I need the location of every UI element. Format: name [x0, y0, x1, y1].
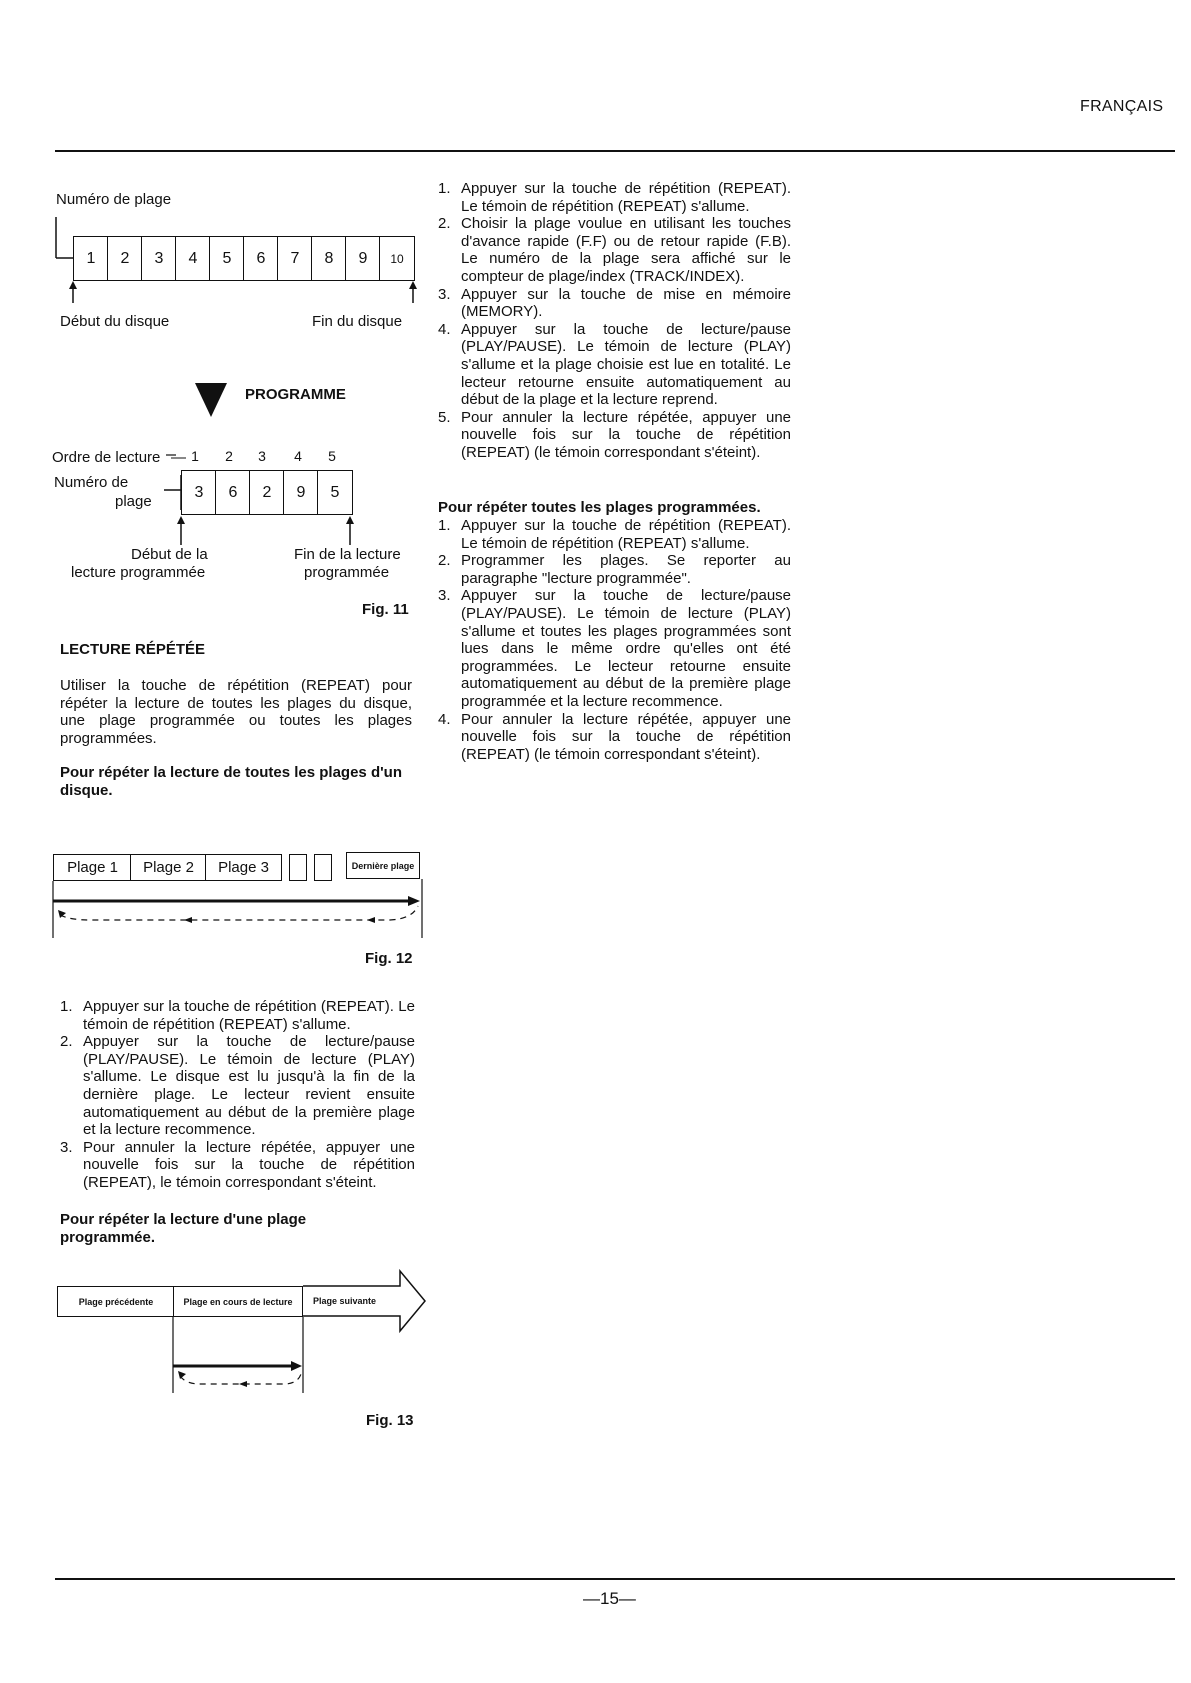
track-box: 6 [243, 236, 279, 281]
order-number: 5 [328, 448, 336, 464]
track-box: 2 [107, 236, 143, 281]
language-label: FRANÇAIS [1080, 98, 1164, 115]
page-number: —15— [583, 1589, 636, 1608]
subheading-disc: Pour répéter la lecture de toutes les plages d'un disque. [60, 764, 402, 799]
track-box: 9 [345, 236, 381, 281]
prog-start-label-1: Début de la [131, 546, 208, 563]
prog-track-box: 2 [249, 470, 285, 515]
fig12-caption: Fig. 12 [365, 950, 413, 967]
steps-single-list [438, 180, 791, 462]
track-box: 4 [175, 236, 211, 281]
list-item: 2. Programmer les plages. Se reporter au paragraphe "lecture programmée". [438, 552, 791, 587]
prog-track-box: 6 [215, 470, 251, 515]
subheading-single: Pour répéter la lecture d'une plage programmée. [60, 1211, 307, 1246]
list-item: 4. Pour annuler la lecture répétée, appuyer une nouvelle fois sur la touche de répétition (REPEAT) (le témoin correspondant s'éteint). [438, 710, 791, 763]
current-track-box: Plage en cours de lecture [173, 1286, 303, 1317]
track-box: 8 [311, 236, 347, 281]
list-item: 3. Pour annuler la lecture répétée, appuyer une nouvelle fois sur la touche de répétition (REPEAT), le témoin correspondant s'éteint. [60, 1138, 415, 1191]
prog-track-box: 9 [283, 470, 319, 515]
order-number: 4 [294, 448, 302, 464]
list-item: 4. Appuyer sur la touche de lecture/pause (PLAY/PAUSE). Le témoin de lecture (PLAY) s'allume et la plage choisie est lue en totalité. Le lecteur retourne ensuite automatiquement au début de la plage et la lecture reprend. [438, 320, 791, 409]
list-item: 3. Appuyer sur la touche de lecture/pause (PLAY/PAUSE). Le témoin de lecture (PLAY) s'allume et toutes les plages programmées sont lues dans le même ordre qu'elles ont été programmées. Le lecteur retourne ensuite automatiquement au début de la première plage programmée et la lecture recommence. [438, 587, 791, 710]
disc-start-label: Début du disque [60, 313, 170, 330]
program-label: PROGRAMME [245, 386, 346, 403]
track-box: 1 [73, 236, 109, 281]
fig12-track-box: Plage 1 [53, 854, 132, 881]
fig11-caption: Fig. 11 [362, 601, 409, 618]
prog-number-label-2: plage [115, 493, 152, 510]
list-item: 1. Appuyer sur la touche de répétition (REPEAT). Le témoin de répétition (REPEAT) s'allume. [60, 998, 415, 1033]
list-item: 3. Appuyer sur la touche de mise en mémoire (MEMORY). [438, 285, 791, 321]
play-order-label: Ordre de lecture [52, 449, 161, 466]
order-number: 2 [225, 448, 233, 464]
track-box: 5 [209, 236, 245, 281]
fig12-track-box: Plage 3 [205, 854, 282, 881]
subheading-all: Pour répéter toutes les plages programmées. [438, 499, 761, 516]
order-number: 3 [258, 448, 266, 464]
fig12-last-box: Dernière plage [346, 852, 420, 879]
track-box: 10 [379, 236, 415, 281]
prev-track-box: Plage précédente [57, 1286, 175, 1317]
order-number: 1 [191, 448, 199, 464]
list-item: 1. Appuyer sur la touche de répétition (REPEAT). Le témoin de répétition (REPEAT) s'allume. [438, 517, 791, 552]
fig13-caption: Fig. 13 [366, 1412, 414, 1429]
disc-end-label: Fin du disque [312, 313, 403, 330]
section-intro: Utiliser la touche de répétition (REPEAT) pour répéter la lecture de toutes les plages du disque, une plage programmée ou toutes les plages programmées. [60, 677, 412, 747]
steps-all-list [438, 517, 791, 763]
track-box: 7 [277, 236, 313, 281]
bottom-rule [55, 1578, 1175, 1580]
list-item: 1. Appuyer sur la touche de répétition (REPEAT). Le témoin de répétition (REPEAT) s'allume. [438, 180, 791, 215]
list-item: 2. Appuyer sur la touche de lecture/pause (PLAY/PAUSE). Le témoin de lecture (PLAY) s'allume. Le disque est lu jusqu'à la fin de la dernière plage. Le lecteur revient ensuite automatiquement au début de la première plage et la lecture recommence. [60, 1033, 415, 1139]
prog-start-label-2: lecture programmée [71, 564, 206, 581]
prog-track-box: 3 [181, 470, 217, 515]
track-number-label: Numéro de plage [56, 191, 172, 208]
list-item: 5. Pour annuler la lecture répétée, appuyer une nouvelle fois sur la touche de répétition (REPEAT) (le témoin correspondant s'éteint). [438, 408, 791, 461]
next-track-label: Plage suivante [313, 1296, 377, 1306]
track-box: 3 [141, 236, 177, 281]
prog-number-label-1: Numéro de [54, 474, 129, 491]
prog-end-label-2: programmée [304, 564, 390, 581]
section-heading: LECTURE RÉPÉTÉE [60, 641, 206, 658]
list-item: 2. Choisir la plage voulue en utilisant les touches d'avance rapide (F.F) ou de retour rapide (F.B). Le numéro de la plage sera affiché sur le compteur de plage/index (TRACK/INDEX). [438, 215, 791, 285]
fig12-track-box: Plage 2 [130, 854, 207, 881]
prog-end-label-1: Fin de la lecture [294, 546, 401, 563]
prog-track-box: 5 [317, 470, 353, 515]
play-order-dash: — [171, 449, 186, 466]
